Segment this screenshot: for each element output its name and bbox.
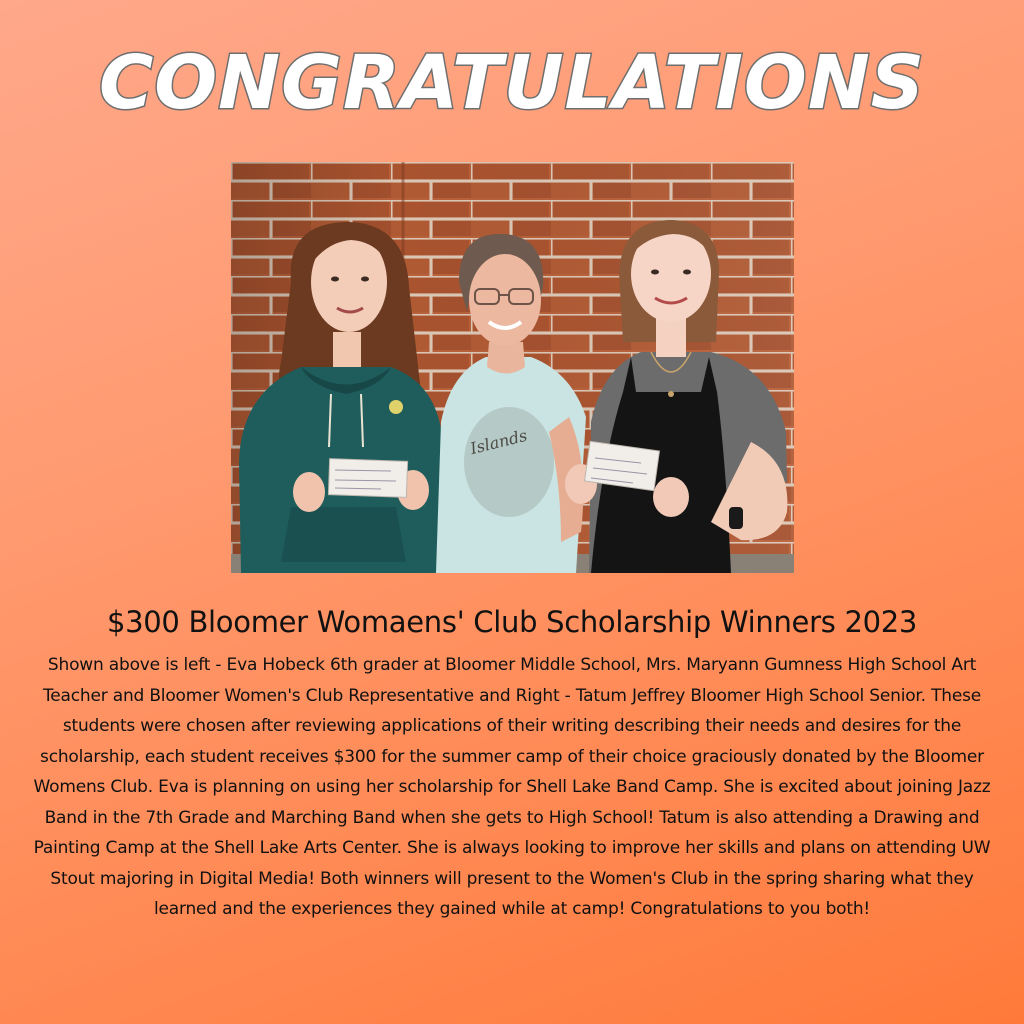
scholarship-caption-title: $300 Bloomer Womaens' Club Scholarship Winners 2023: [106, 605, 918, 639]
left-check: [328, 459, 407, 498]
shirt-print-text: Islands: [468, 425, 530, 459]
scholarship-caption-body: Shown above is left - Eva Hobeck 6th grader at Bloomer Middle School, Mrs. Maryann Gumness High School Art Teacher and Bloomer Women's Club Representative and Right - Tatum Jeffrey Bloomer High School Senior. These students were chosen after reviewing applications of their writing describing their needs and desires for the scholarship, each student receives $300 for the summer camp of their choice graciously donated by the Bloomer Womens Club. Eva is planning on using her scholarship for Shell Lake Band Camp. She is excited about joining Jazz Band in the 7th Grade and Marching Band when she gets to High School! Tatum is also attending a Drawing and Painting Camp at the Shell Lake Arts Center. She is always looking to improve her skills and plans on attending UW Stout majoring in Digital Media! Both winners will present to the Women's Club in the spring sharing what they learned and the experiences they gained while at camp! Congratulations to you both!: [33, 655, 991, 919]
scholarship-winners-photo: [231, 162, 794, 573]
congratulations-headline: CONGRATULATIONS: [98, 40, 926, 126]
